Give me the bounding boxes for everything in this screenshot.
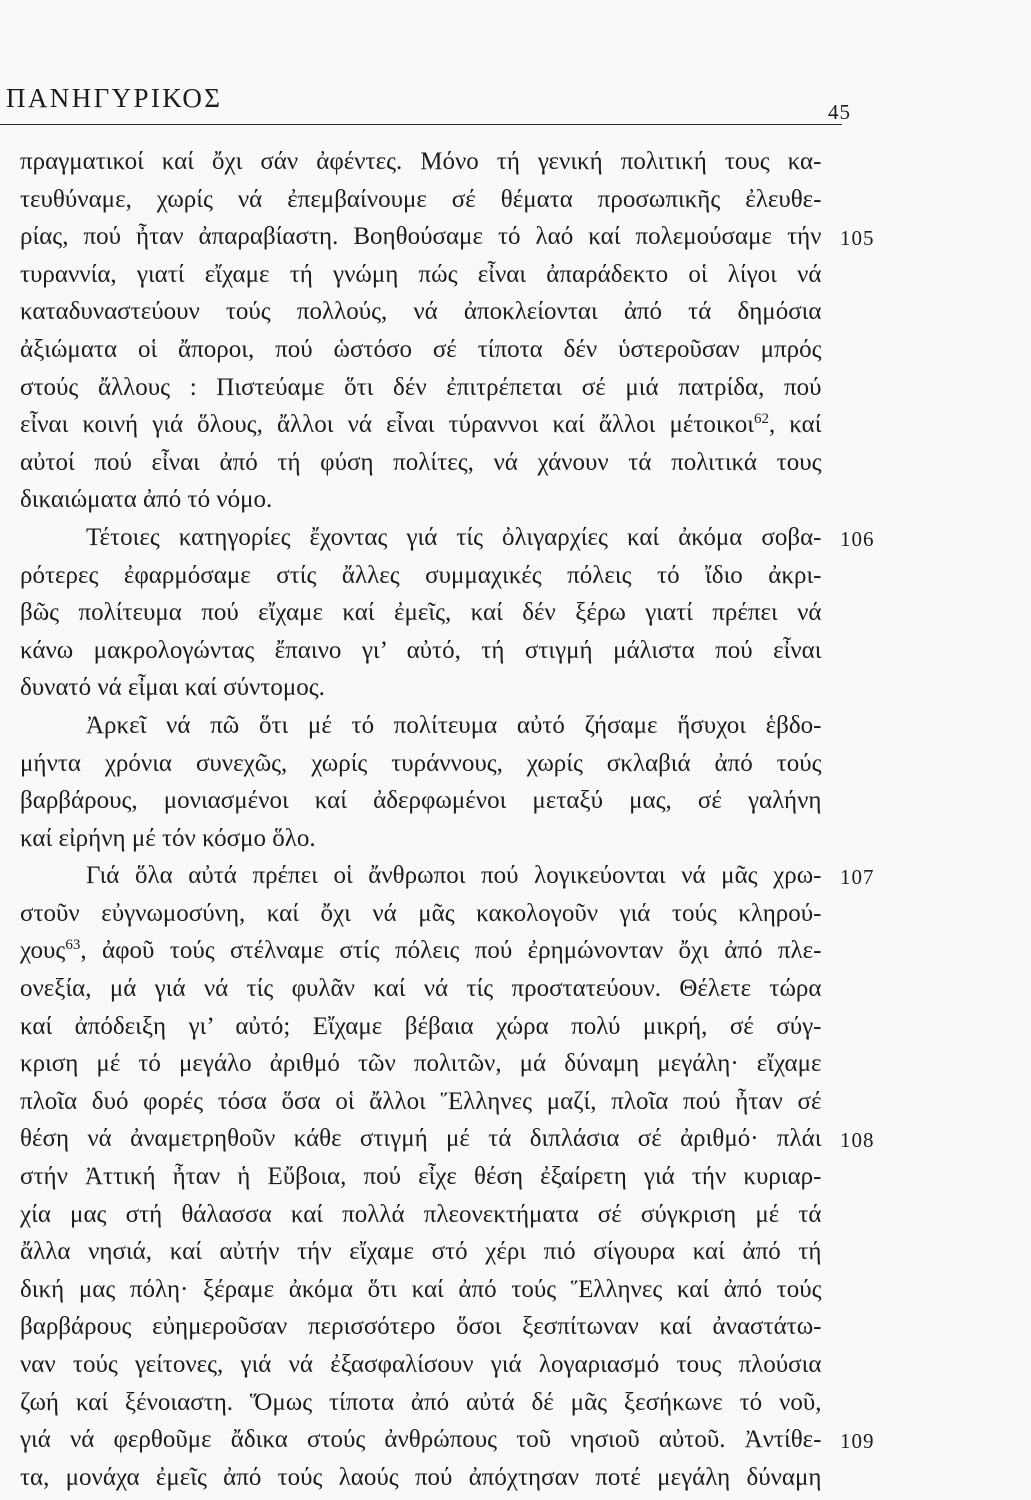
text-line [20,331,822,369]
line-text [20,411,822,438]
line-text: βαρβάρους, μονιασμένοι καί ἀδερφωμένοι μεταξύ μας, σέ γαλήνη [20,787,822,815]
header-rule [0,124,842,125]
section-number: 109 [840,1429,875,1454]
line-text: Τέτοιες κατηγορίες ἔχοντας γιά τίς ὀλιγαρχίες καί ἀκόμα σοβα- [86,523,822,551]
line-text: στοῦν εὐγνωμοσύνη, καί ὄχι νά μᾶς κακολογοῦν γιά τούς κληρού- [20,899,822,927]
line-text: τευθύναμε, χωρίς νά ἐπεμβαίνουμε σέ θέματα προσωπικῆς ἐλευθε- [20,185,822,213]
line-text: ρίας, πού ἦταν ἀπαραβίαστη. Βοηθούσαμε τό λαό καί πολεμούσαμε τήν [20,223,822,251]
line-text: γιά νά φερθοῦμε ἄδικα στούς ἀνθρώπους τοῦ νησιοῦ αὐτοῦ. Ἀντίθε- [20,1426,822,1454]
line-text: μήντα χρόνια συνεχῶς, χωρίς τυράννους, χωρίς σκλαβιά ἀπό τούς [20,749,822,777]
text-line [20,1158,822,1196]
text-line [20,632,822,670]
text-line [20,519,875,557]
line-text: καί εἰρήνη μέ τόν κόσμο ὅλο. [20,824,316,852]
text-line [20,406,822,444]
line-text: στούς ἄλλους : Πιστεύαμε ὅτι δέν ἐπιτρέπεται σέ μιά πατρίδα, πού [20,373,822,401]
text-line [20,1308,822,1346]
text-line [20,1271,822,1309]
line-text-part: χους [20,937,66,965]
line-text: βῶς πολίτευμα πού εἴχαμε καί ἐμεῖς, καί δέν ξέρω γιατί πρέπει νά [20,599,822,627]
line-text: τα, μονάχα ἐμεῖς ἀπό τούς λαούς πού ἀπόχτησαν ποτέ μεγάλη δύναμη [20,1463,822,1491]
text-line [20,1196,822,1234]
text-line [20,143,822,181]
line-text: πραγματικοί καί ὄχι σάν ἀφέντες. Μόνο τή γενική πολιτική τους κα- [20,148,822,175]
line-text: ζωή καί ξένοιαστη. Ὅμως τίποτα ἀπό αὐτά δέ μᾶς ξεσήκωνε τό νοῦ, [20,1388,822,1416]
line-text: ναν τούς γείτονες, γιά νά ἐξασφαλίσουν γιά λογαριασμό τους πλούσια [20,1351,822,1378]
text-line [20,1008,822,1046]
text-line [20,1083,822,1121]
text-line [20,481,822,519]
text-line [20,1233,822,1271]
line-text-part: , ἀφοῦ τούς στέλναμε στίς πόλεις πού ἐρημώνονταν ὄχι ἀπό πλε- [80,937,822,965]
line-text: δυνατό νά εἶμαι καί σύντομος. [20,674,325,702]
line-text: στήν Ἀττική ἦταν ἡ Εὔβοια, πού εἶχε θέση ἐξαίρετη γιά τήν κυριαρ- [20,1163,822,1191]
text-line [20,1045,822,1083]
line-text: δική μας πόλη· ξέραμε ἀκόμα ὅτι καί ἀπό τούς Ἕλληνες καί ἀπό τούς [20,1275,822,1303]
text-line [20,895,822,933]
text-line [20,857,875,895]
text-line [20,1120,875,1158]
line-text-part: , καί [768,411,822,439]
section-number: 106 [840,526,875,551]
text-line [20,1421,875,1459]
text-line [20,745,822,783]
section-number: 105 [840,226,875,251]
section-number: 107 [840,865,875,890]
text-line [20,707,822,745]
text-line [20,218,875,256]
line-text: ρότερες ἐφαρμόσαμε στίς ἄλλες συμμαχικές πόλεις τό ἴδιο ἀκρι- [20,561,822,589]
line-text: καταδυναστεύουν τούς πολλούς, νά ἀποκλείονται ἀπό τά δημόσια [20,298,822,326]
text-line [20,1346,822,1384]
text-line [20,181,822,219]
line-text [20,937,822,964]
line-text-part: εἶναι κοινή γιά ὅλους, ἄλλοι νά εἶναι τύραννοι καί ἄλλοι μέτοικοι [20,411,754,439]
text-line [20,820,822,858]
text-line [20,1384,822,1422]
line-text: Γιά ὅλα αὐτά πρέπει οἱ ἄνθρωποι πού λογικεύονται νά μᾶς χρω- [86,862,822,890]
line-text: αὐτοί πού εἶναι ἀπό τή φύση πολίτες, νά χάνουν τά πολιτικά τους [20,448,822,476]
line-text: κάνω μακρολογώντας ἔπαινο γι’ αὐτό, τή στιγμή μάλιστα πού εἶναι [20,636,822,664]
footnote-ref: 63 [65,937,81,954]
text-line [20,557,822,595]
body-text [20,143,875,1496]
text-line [20,970,822,1008]
footnote-ref: 62 [753,411,769,428]
line-text: ἄλλα νησιά, καί αὐτήν τήν εἴχαμε στό χέρι πιό σίγουρα καί ἀπό τή [20,1238,822,1266]
line-text: βαρβάρους εὐημεροῦσαν περισσότερο ὅσοι ξεσπίτωναν καί ἀναστάτω- [20,1313,822,1341]
line-text: τυραννία, γιατί εἴχαμε τή γνώμη πώς εἶναι ἀπαράδεκτο οἱ λίγοι νά [20,260,822,288]
line-text: χία μας στή θάλασσα καί πολλά πλεονεκτήματα σέ σύγκριση μέ τά [20,1200,822,1228]
line-text: ἀξιώματα οἱ ἄποροι, πού ὡστόσο σέ τίποτα δέν ὑστεροῦσαν μπρός [20,335,822,363]
text-line [20,594,822,632]
text-line [20,369,822,407]
line-text: ονεξία, μά γιά νά τίς φυλᾶν καί νά τίς προστατεύουν. Θέλετε τώρα [20,975,822,1003]
section-number: 108 [840,1128,875,1153]
text-line [20,1459,822,1497]
line-text: θέση νά ἀναμετρηθοῦν κάθε στιγμή μέ τά διπλάσια σέ ἀριθμό· πλάι [20,1125,822,1153]
text-line [20,782,822,820]
running-title: ΠΑΝΗΓΥΡΙΚΟΣ [6,83,223,113]
text-line [20,444,822,482]
line-text: πλοῖα δυό φορές τόσα ὅσα οἱ ἄλλοι Ἕλληνες μαζί, πλοῖα πού ἦταν σέ [20,1087,822,1115]
page-number: 45 [828,100,851,124]
line-text: Ἀρκεῖ νά πῶ ὅτι μέ τό πολίτευμα αὐτό ζήσαμε ἥσυχοι ἑβδο- [86,711,822,739]
line-text: καί ἀπόδειξη γι’ αὐτό; Εἴχαμε βέβαια χώρα πολύ μικρή, σέ σύγ- [20,1012,822,1040]
text-line [20,256,822,294]
text-line [20,293,822,331]
line-text: δικαιώματα ἀπό τό νόμο. [20,486,273,514]
text-line [20,669,822,707]
text-line [20,932,822,970]
line-text: κριση μέ τό μεγάλο ἀριθμό τῶν πολιτῶν, μά δύναμη μεγάλη· εἴχαμε [20,1050,822,1078]
